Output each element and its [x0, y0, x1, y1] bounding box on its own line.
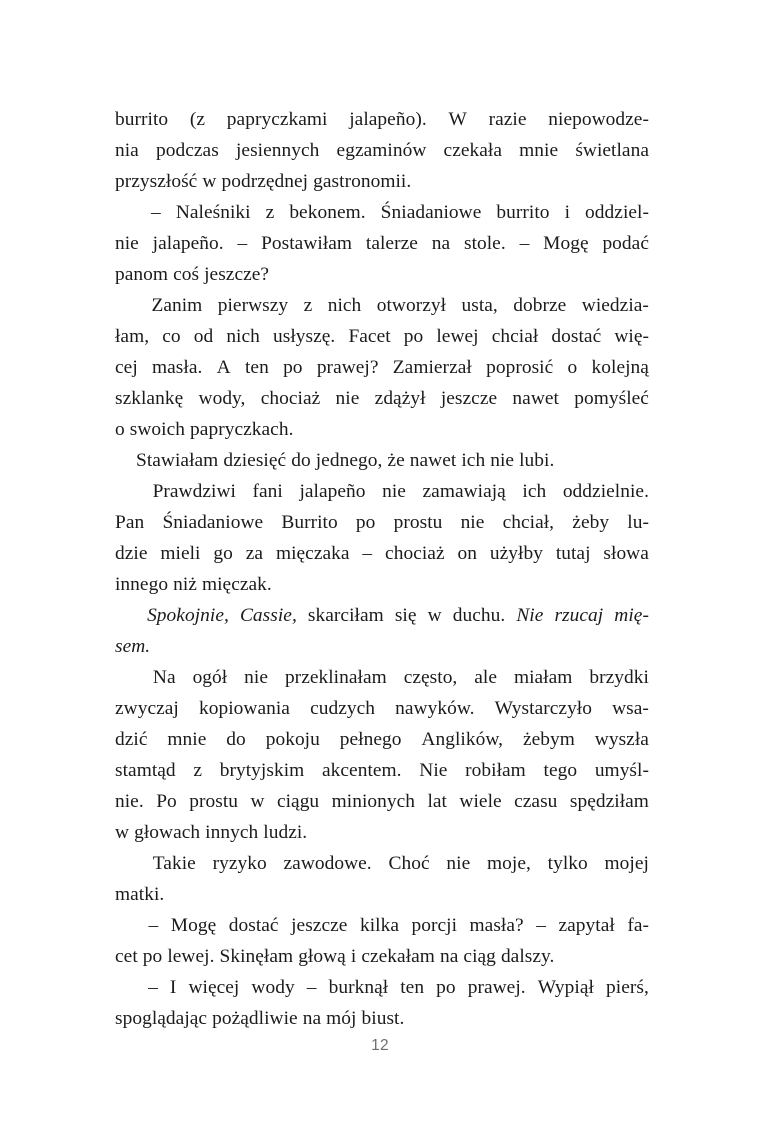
word: czasu — [514, 791, 558, 812]
text-line — [115, 135, 649, 166]
text-line — [115, 104, 649, 135]
word: żebym — [522, 729, 575, 750]
word: stamtąd — [115, 760, 176, 781]
word: – — [519, 233, 530, 254]
word: od — [193, 326, 214, 347]
text-line — [115, 290, 649, 321]
word: Śniadaniowe — [162, 512, 264, 533]
word: dzić — [115, 729, 148, 750]
word: Śniadaniowe — [380, 202, 482, 223]
word: Facet — [348, 326, 391, 347]
word: wsa- — [612, 698, 649, 719]
word: o — [567, 357, 578, 378]
word: dalszy. — [500, 946, 555, 967]
word: zawodowe. — [283, 853, 372, 874]
word: swoich — [129, 419, 186, 440]
word: Pan — [115, 512, 145, 533]
word: wiedzia- — [581, 295, 649, 316]
word: – — [237, 233, 248, 254]
word: o — [115, 419, 125, 440]
word: oddzielnie. — [562, 481, 649, 502]
word: tego — [543, 760, 578, 781]
word: innego — [115, 574, 169, 595]
word-italic: rzucaj — [554, 605, 604, 626]
word: ich — [522, 481, 547, 502]
word: żeby — [572, 512, 610, 533]
word: ogół — [192, 667, 228, 688]
word: Naleśniki — [175, 202, 251, 223]
word: czekałam — [361, 946, 435, 967]
word: lewej. — [167, 946, 215, 967]
word: szklankę — [115, 388, 184, 409]
word: Choć — [388, 853, 430, 874]
word: chciał, — [502, 512, 555, 533]
text-line — [115, 786, 649, 817]
word: prawej. — [467, 977, 526, 998]
word: zdążył — [374, 388, 426, 409]
word: coś — [173, 264, 200, 285]
word: otworzył — [376, 295, 447, 316]
word: ryzyko — [212, 853, 267, 874]
text-line — [115, 600, 649, 631]
word: prostu — [189, 791, 238, 812]
word: robiłam — [465, 760, 526, 781]
text-line — [115, 414, 649, 445]
word: nawet — [409, 450, 457, 471]
word: wody — [251, 977, 295, 998]
word: Mogę — [170, 915, 217, 936]
word: kolejną — [591, 357, 649, 378]
word: burrito — [496, 202, 550, 223]
word: cet — [115, 946, 138, 967]
word: Zamierzał — [392, 357, 472, 378]
text-line — [115, 569, 649, 600]
word: podać — [602, 233, 649, 254]
word: dostać — [551, 326, 602, 347]
word: fa- — [627, 915, 649, 936]
word: cudzych — [310, 698, 376, 719]
word: dobrze — [513, 295, 567, 316]
word: zamawiają — [422, 481, 506, 502]
word: – — [536, 915, 546, 936]
word: razie — [488, 109, 527, 130]
word: nawet — [512, 388, 559, 409]
word: mojej — [604, 853, 649, 874]
word: ten — [244, 357, 269, 378]
word: stole. — [463, 233, 506, 254]
word: mój — [326, 1008, 357, 1029]
text-line — [115, 476, 649, 507]
word: lewej — [436, 326, 479, 347]
page-number: 12 — [371, 1037, 389, 1054]
word: burrito — [115, 109, 169, 130]
word: mnie — [167, 729, 207, 750]
word: Skinęłam — [219, 946, 294, 967]
word: i — [564, 202, 571, 223]
word: Po — [156, 791, 177, 812]
text-line — [115, 693, 649, 724]
word: wody, — [198, 388, 246, 409]
word: łam, — [115, 326, 150, 347]
word: burknął — [328, 977, 389, 998]
word: oddziel- — [585, 202, 649, 223]
word: masła? — [469, 915, 524, 936]
word: lubi. — [519, 450, 555, 471]
word: Stawiałam — [136, 450, 219, 471]
word: w — [115, 822, 130, 843]
text-line — [115, 321, 649, 352]
text-line — [115, 383, 649, 414]
word: nie — [335, 388, 360, 409]
word: wię- — [614, 326, 649, 347]
word: mięczak. — [201, 574, 272, 595]
word: po — [355, 512, 376, 533]
word: nie — [446, 853, 471, 874]
text-line — [115, 166, 649, 197]
word-italic: Spokojnie, — [147, 605, 229, 626]
word: więcej — [188, 977, 240, 998]
word: – — [148, 915, 159, 936]
word: duchu. — [452, 605, 506, 626]
word: ich — [461, 450, 486, 471]
word: W — [448, 109, 467, 130]
word: Wypiął — [537, 977, 594, 998]
word: gastronomii. — [313, 171, 412, 192]
word: ale — [474, 667, 498, 688]
word: zapytał — [558, 915, 615, 936]
word: nawyków. — [395, 698, 475, 719]
word: że — [387, 450, 405, 471]
word: po — [403, 326, 424, 347]
word: usłyszę. — [273, 326, 336, 347]
word: przeklinałam — [284, 667, 387, 688]
word: tutaj — [555, 543, 591, 564]
word: na — [431, 233, 451, 254]
word: Zanim — [151, 295, 203, 316]
word: lu- — [627, 512, 649, 533]
word: mięczaka — [275, 543, 350, 564]
word: prostu — [393, 512, 443, 533]
text-line — [115, 1003, 649, 1034]
text-line — [115, 724, 649, 755]
word: usta, — [461, 295, 498, 316]
word: chciał — [491, 326, 539, 347]
text-line — [115, 445, 649, 476]
text-line — [115, 259, 649, 290]
word: w — [250, 791, 265, 812]
word: dziesięć — [223, 450, 287, 471]
word: chociaż — [385, 543, 445, 564]
word: co — [162, 326, 181, 347]
text-line — [115, 848, 649, 879]
word: pomyśleć — [574, 388, 649, 409]
word: głowach — [134, 822, 201, 843]
word: często, — [403, 667, 458, 688]
word: nie — [115, 233, 139, 254]
word-italic: Cassie, — [239, 605, 297, 626]
word: A — [216, 357, 231, 378]
word: na — [439, 946, 459, 967]
word: biust. — [361, 1008, 405, 1029]
word: jeszcze? — [204, 264, 270, 285]
word: brzydki — [589, 667, 649, 688]
word: moje, — [487, 853, 531, 874]
word: jalapeño — [299, 481, 366, 502]
word: Prawdziwi — [152, 481, 236, 502]
word: chociaż — [260, 388, 321, 409]
word: Mogę — [543, 233, 589, 254]
word: pełnego — [339, 729, 402, 750]
text-line — [115, 755, 649, 786]
word: jalapeño). — [349, 109, 427, 130]
word: zwyczaj — [115, 698, 179, 719]
word: pokoju — [265, 729, 320, 750]
word: słowa — [603, 543, 649, 564]
word: dostać — [228, 915, 279, 936]
word: skarciłam — [307, 605, 384, 626]
word: nia — [115, 140, 139, 161]
word: – — [151, 202, 161, 223]
text-line — [115, 662, 649, 693]
text-line — [115, 817, 649, 848]
word: fani — [252, 481, 283, 502]
word: papryczkach. — [190, 419, 294, 440]
word: w — [202, 171, 217, 192]
word: innych — [205, 822, 259, 843]
word: spoglądając — [115, 1008, 208, 1029]
text-line — [115, 507, 649, 538]
word: – — [148, 977, 158, 998]
word: spędziłam — [569, 791, 649, 812]
word: cej — [115, 357, 138, 378]
word: przyszłość — [115, 171, 198, 192]
word: wyszła — [594, 729, 649, 750]
word: ten — [400, 977, 425, 998]
word: nie — [244, 667, 269, 688]
word: masła. — [152, 357, 203, 378]
word: mieli — [160, 543, 201, 564]
word: talerze — [365, 233, 418, 254]
word: podczas — [156, 140, 219, 161]
word: podrzędnej — [221, 171, 309, 192]
text-line — [115, 538, 649, 569]
word: umyśl- — [594, 760, 649, 781]
word: panom — [115, 264, 169, 285]
word: i — [350, 946, 357, 967]
text-line — [115, 197, 649, 228]
word: lat — [427, 791, 447, 812]
text-line — [115, 910, 649, 941]
word: niż — [173, 574, 197, 595]
word: papryczkami — [226, 109, 328, 130]
word: czekała — [443, 140, 503, 161]
word: jesiennych — [235, 140, 320, 161]
word: pożądliwie — [212, 1008, 298, 1029]
word: kilka — [359, 915, 399, 936]
word: egzaminów — [336, 140, 427, 161]
word: Takie — [152, 853, 196, 874]
word: na — [302, 1008, 322, 1029]
word: nie — [382, 481, 406, 502]
word: – — [362, 543, 373, 564]
word: z — [193, 760, 203, 781]
word-italic: mię- — [614, 605, 649, 626]
word-italic: sem. — [115, 636, 151, 657]
text-line — [115, 352, 649, 383]
word: głową — [298, 946, 346, 967]
word: dzie — [115, 543, 148, 564]
word: się — [394, 605, 417, 626]
text-line — [115, 879, 649, 910]
word: nich — [327, 295, 362, 316]
word: porcji — [411, 915, 458, 936]
word: ciąg — [463, 946, 496, 967]
word: po — [436, 977, 456, 998]
text-line — [115, 228, 649, 259]
text-line — [115, 941, 649, 972]
word: (z — [189, 109, 206, 130]
word: poprosić — [486, 357, 554, 378]
word: Postawiłam — [261, 233, 353, 254]
word: nich — [226, 326, 260, 347]
word: jeszcze — [291, 915, 348, 936]
word: nie — [490, 450, 515, 471]
word: miałam — [513, 667, 573, 688]
word: niepowodze- — [548, 109, 649, 130]
word: Burrito — [281, 512, 338, 533]
text-line — [115, 631, 649, 662]
word: Nie — [419, 760, 448, 781]
word: I — [169, 977, 177, 998]
word: do — [226, 729, 246, 750]
word: pierś, — [606, 977, 649, 998]
word: za — [245, 543, 264, 564]
word: nie. — [115, 791, 144, 812]
word: Anglików, — [421, 729, 504, 750]
word: jednego, — [315, 450, 383, 471]
word: wiele — [459, 791, 502, 812]
word: w — [427, 605, 442, 626]
word: Wystarczyło — [494, 698, 592, 719]
word: ciągu — [276, 791, 320, 812]
word: on — [457, 543, 477, 564]
word: go — [213, 543, 233, 564]
word-italic: Nie — [516, 605, 544, 626]
word: kopiowania — [198, 698, 290, 719]
word: tylko — [547, 853, 588, 874]
word: akcentem. — [321, 760, 402, 781]
word: Na — [152, 667, 176, 688]
word: bekonem. — [289, 202, 366, 223]
word: – — [306, 977, 317, 998]
word: mnie — [519, 140, 559, 161]
word: po — [283, 357, 303, 378]
word: brytyjskim — [219, 760, 305, 781]
word: jalapeño. — [152, 233, 224, 254]
word: prawej? — [316, 357, 379, 378]
word: użyłby — [489, 543, 543, 564]
word: z — [265, 202, 275, 223]
word: ludzi. — [263, 822, 308, 843]
word: minionych — [331, 791, 416, 812]
word: do — [291, 450, 311, 471]
word: po — [142, 946, 163, 967]
word: matki. — [115, 884, 165, 905]
word: z — [303, 295, 313, 316]
word: jeszcze — [440, 388, 498, 409]
word: nie — [460, 512, 485, 533]
word: świetlana — [575, 140, 649, 161]
body-text-block — [115, 104, 649, 1034]
text-line — [115, 972, 649, 1003]
word: pierwszy — [217, 295, 289, 316]
